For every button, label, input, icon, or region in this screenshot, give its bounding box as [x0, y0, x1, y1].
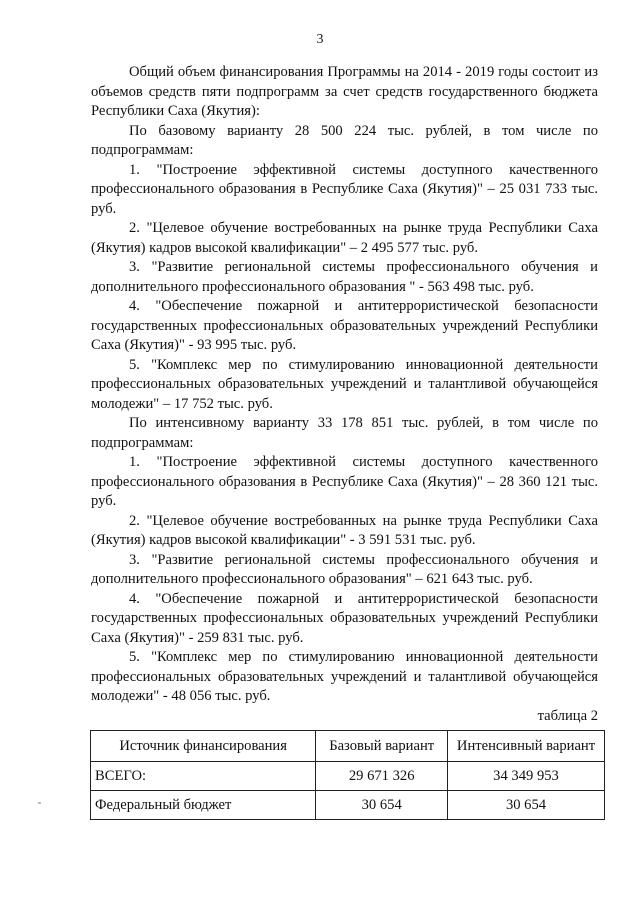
- body-text: [91, 63, 598, 707]
- paragraph-intro: Общий объем финансирования Программы на 2014 - 2019 годы состоит из объемов средств пяти подпрограмм за счет средств государственного бюджета Республики Саха (Якутия):: [91, 64, 598, 119]
- paragraph-base-item-3: 3. "Развитие региональной системы профессионального обучения и дополнительного профессионального образования " - 563 498 тыс. руб.: [91, 259, 598, 295]
- paragraph-base-item-4: 4. "Обеспечение пожарной и антитеррористической безопасности государственных профессиональных образовательных учреждений Республики Саха (Якутия)" - 93 995 тыс. руб.: [91, 298, 598, 353]
- paragraph-base-item-2: 2. "Целевое обучение востребованных на рынке труда Республики Саха (Якутия) кадров высокой квалификации" – 2 495 577 тыс. руб.: [91, 220, 598, 256]
- scan-speck: [38, 802, 41, 804]
- paragraph-intensive-variant: По интенсивному варианту 33 178 851 тыс. рублей, в том числе по подпрограммам:: [91, 415, 598, 451]
- paragraph-base-variant: По базовому варианту 28 500 224 тыс. рублей, в том числе по подпрограммам:: [91, 122, 598, 158]
- page-number: 3: [316, 32, 324, 47]
- header-intensive: Интенсивный вариант: [448, 731, 605, 762]
- paragraph-intensive-item-3: 3. "Развитие региональной системы профессионального обучения и дополнительного профессионального образования" – 621 643 тыс. руб.: [91, 551, 598, 587]
- table-header-row: [91, 731, 605, 762]
- table-row: [91, 762, 605, 791]
- cell-intensive: 30 654: [448, 791, 605, 820]
- cell-base: 29 671 326: [316, 762, 448, 791]
- header-source: Источник финансирования: [91, 731, 316, 762]
- cell-base: 30 654: [316, 791, 448, 820]
- paragraph-base-item-1: 1. "Построение эффективной системы доступного качественного профессионального образования в Республике Саха (Якутия)" – 25 031 733 тыс. руб.: [91, 161, 598, 217]
- paragraph-intensive-item-2: 2. "Целевое обучение востребованных на рынке труда Республики Саха (Якутия) кадров высокой квалификации" - 3 591 531 тыс. руб.: [91, 512, 598, 548]
- cell-intensive: 34 349 953: [448, 762, 605, 791]
- paragraph-intensive-item-5: 5. "Комплекс мер по стимулированию инновационной деятельности профессиональных образовательных учреждений и талантливой обучающейся молодежи" - 48 056 тыс. руб.: [91, 649, 598, 704]
- cell-source: Федеральный бюджет: [91, 791, 316, 820]
- header-base: Базовый вариант: [316, 731, 448, 762]
- cell-source: ВСЕГО:: [91, 762, 316, 791]
- table-caption: таблица 2: [537, 708, 598, 724]
- paragraph-intensive-item-4: 4. "Обеспечение пожарной и антитеррористической безопасности государственных профессиональных образовательных учреждений Республики Саха (Якутия)" - 259 831 тыс. руб.: [91, 590, 598, 646]
- table-row: [91, 791, 605, 820]
- paragraph-intensive-item-1: 1. "Построение эффективной системы доступного качественного профессионального образования в Республике Саха (Якутия)" – 28 360 121 тыс. руб.: [91, 454, 598, 509]
- paragraph-base-item-5: 5. "Комплекс мер по стимулированию инновационной деятельности профессиональных образовательных учреждений и талантливой обучающейся молодежи" – 17 752 тыс. руб.: [91, 356, 598, 412]
- financing-table: [90, 730, 605, 820]
